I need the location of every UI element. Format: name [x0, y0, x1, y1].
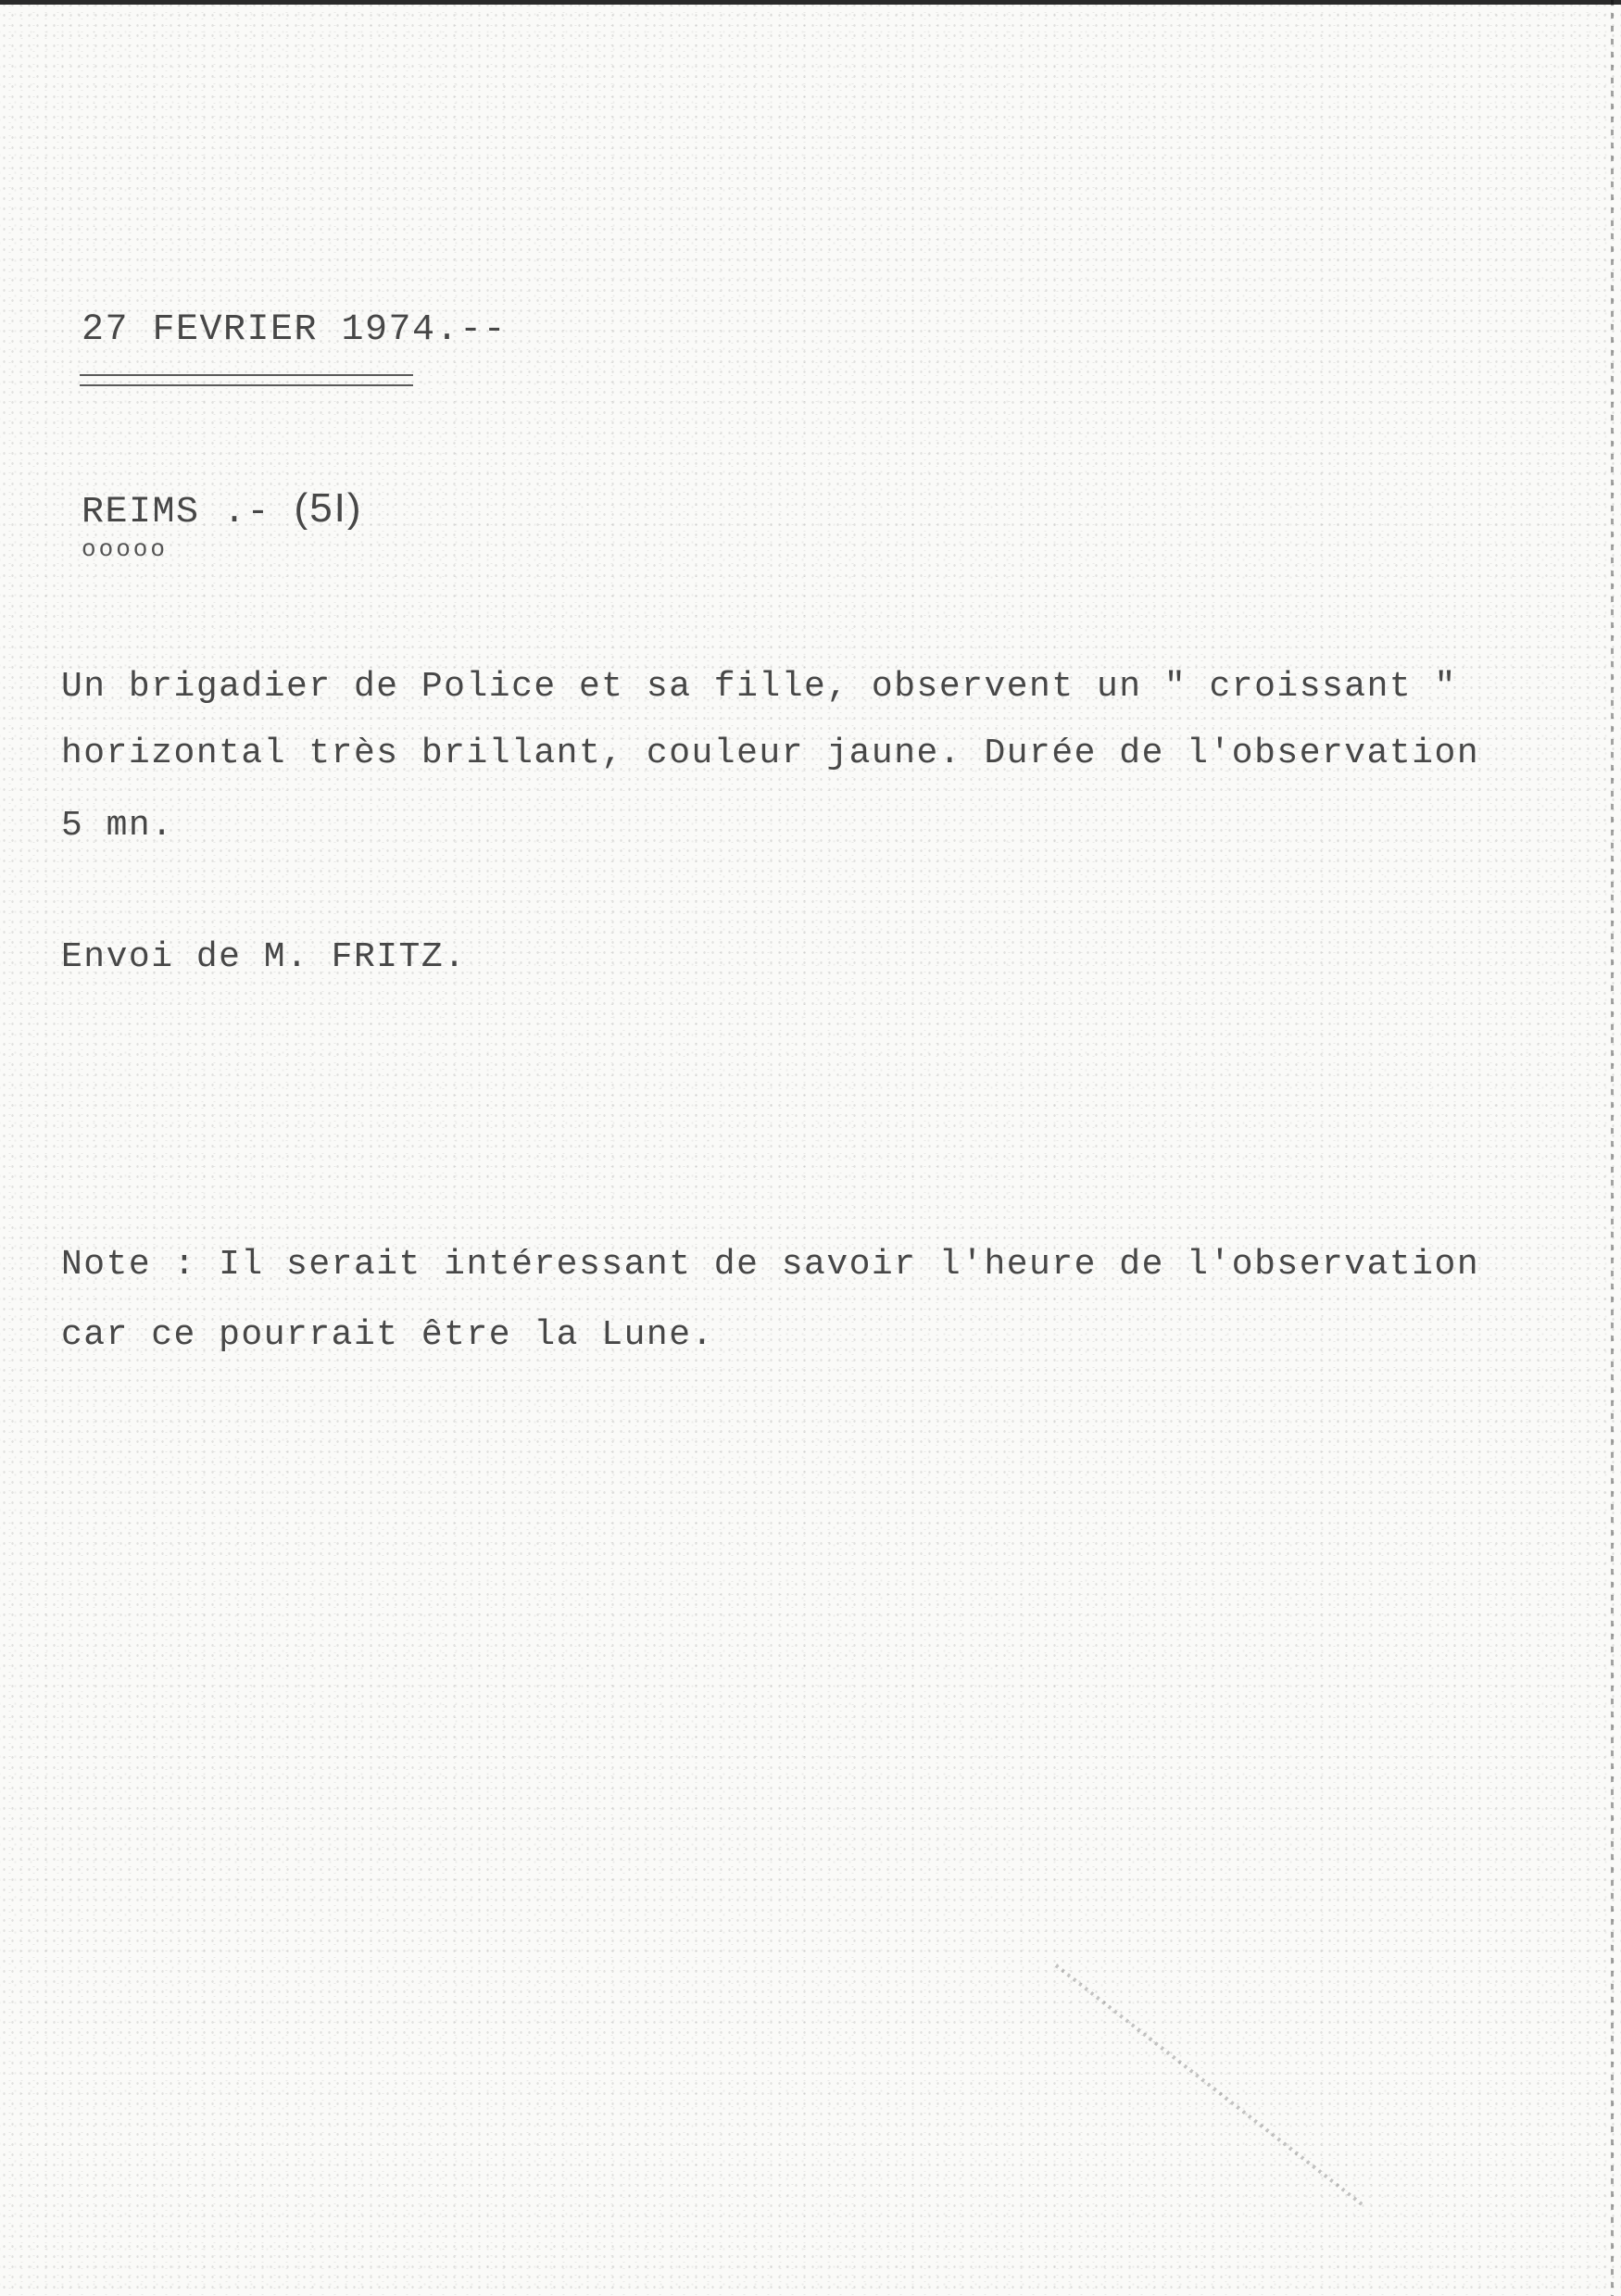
report-sender: Envoi de M. FRITZ. — [61, 937, 467, 977]
scan-artifact-streak — [1055, 1964, 1363, 2206]
note-line-2: car ce pourrait être la Lune. — [61, 1315, 714, 1355]
report-line-3: 5 mn. — [61, 806, 174, 846]
date-double-underline — [80, 374, 413, 386]
location-underline-marks: ooooo — [82, 535, 169, 563]
report-line-1: Un brigadier de Police et sa fille, observent un " croissant " — [61, 667, 1457, 707]
right-scan-edge — [1611, 0, 1614, 2296]
location-department: (5I) — [294, 485, 363, 531]
report-date: 27 FEVRIER 1974.-- — [82, 309, 508, 351]
location-name: REIMS .- — [82, 492, 271, 533]
top-scan-border — [0, 0, 1621, 5]
note-line-1: Note : Il serait intéressant de savoir l'heure de l'observation — [61, 1245, 1480, 1285]
report-line-2: horizontal très brillant, couleur jaune. Durée de l'observation — [61, 734, 1480, 773]
report-location — [82, 485, 363, 533]
